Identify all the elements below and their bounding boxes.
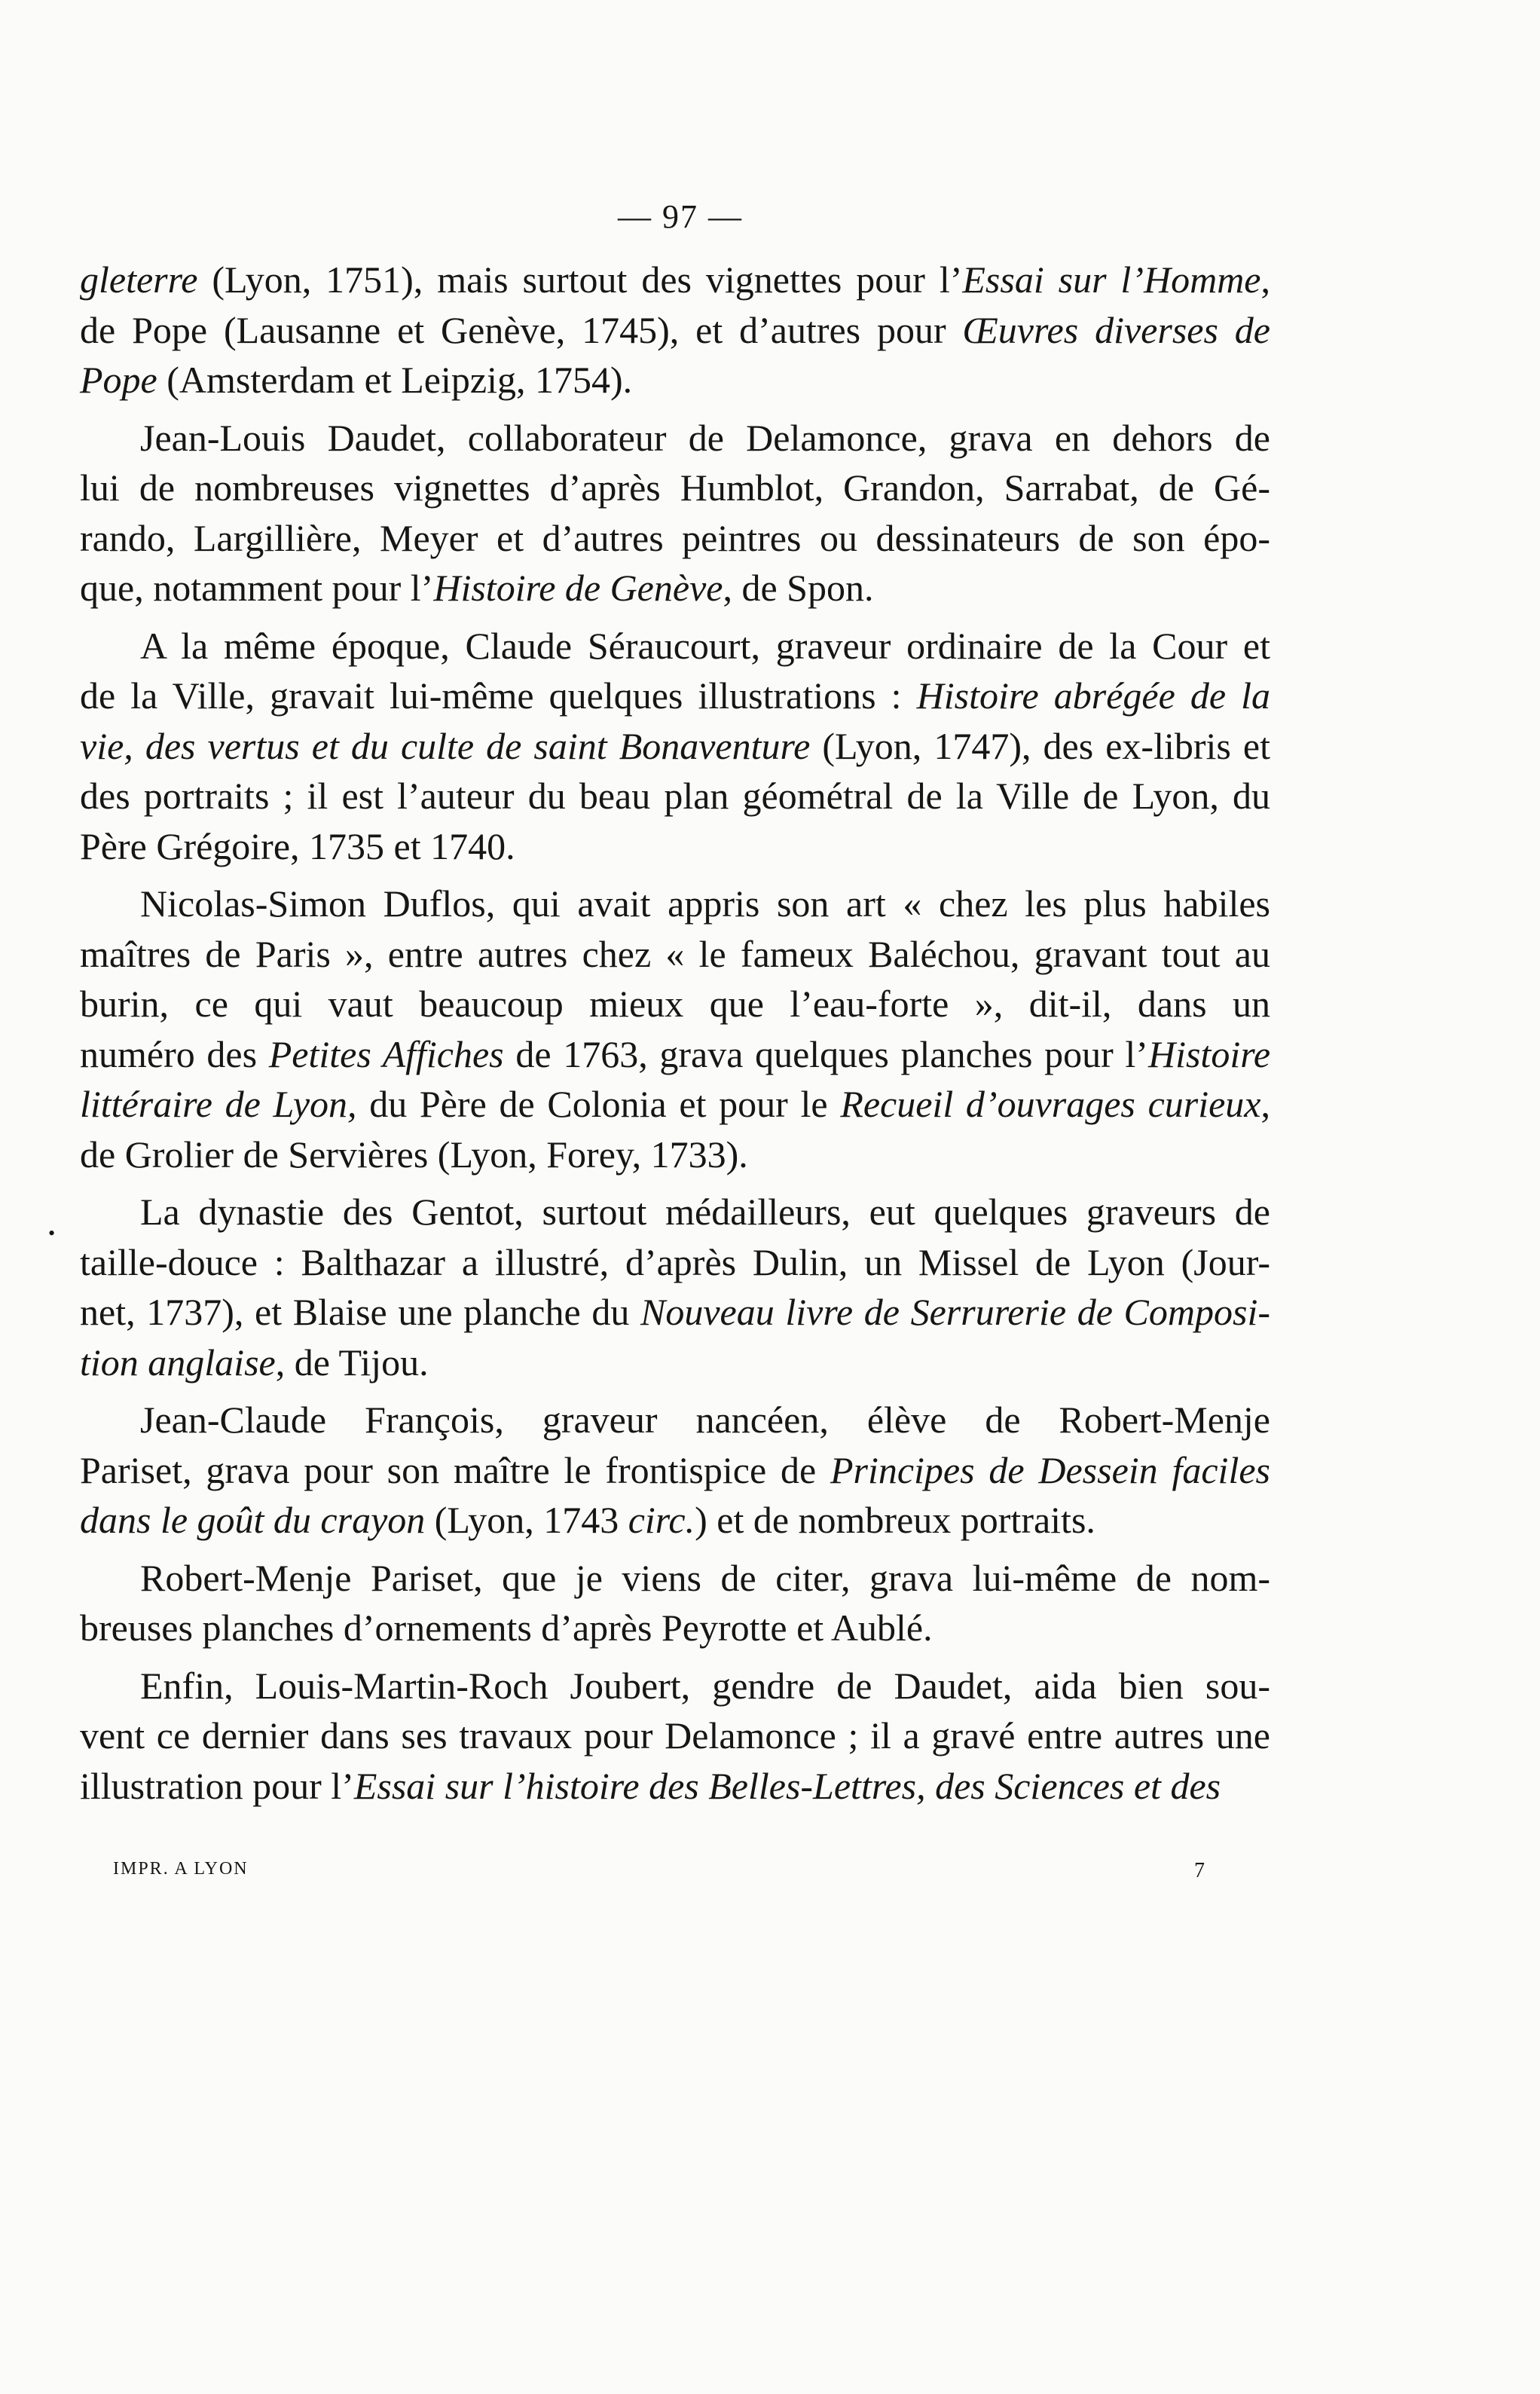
italic-text: littéraire de Lyon,: [80, 1083, 357, 1125]
text-run: Nicolas-Simon Duflos, qui avait appris son art « chez les plus habiles: [140, 882, 1270, 925]
text-line: [80, 1495, 1270, 1546]
italic-text: gleterre: [80, 258, 198, 301]
text-run: (Lyon, 1747), des ex-libris et: [810, 724, 1270, 767]
italic-text: Histoire: [1147, 1032, 1271, 1075]
text-run: Jean-Claude François, graveur nancéen, élève de Robert-Menje: [140, 1399, 1270, 1441]
text-run: A la même époque, Claude Séraucourt, graveur ordinaire de la Cour et: [140, 624, 1270, 667]
text-run: maîtres de Paris », entre autres chez « le fameux Baléchou, gravant tout au: [80, 932, 1270, 975]
text-line: [80, 1079, 1270, 1130]
paragraph: [80, 1395, 1270, 1546]
italic-text: Œuvres diverses de: [962, 308, 1270, 351]
text-run: de la Ville, gravait lui-même quelques illustrations :: [80, 674, 917, 717]
text-line: [80, 1029, 1270, 1080]
text-run: Robert-Menje Pariset, que je viens de citer, grava lui-même de nom-: [140, 1556, 1270, 1599]
printer-footer: IMPR. A LYON: [113, 1859, 249, 1879]
text-run: (Lyon, 1751), mais surtout des vignettes pour l’: [197, 258, 963, 301]
text-run: Enfin, Louis-Martin-Roch Joubert, gendre de Daudet, aida bien sou-: [140, 1664, 1270, 1707]
text-line: [80, 513, 1270, 564]
text-line: [80, 1445, 1270, 1496]
text-line: [80, 1553, 1270, 1604]
italic-text: Essai sur l’Homme: [962, 258, 1261, 301]
italic-text: vie, des vertus et du culte de saint Bonaventure: [80, 724, 811, 767]
italic-text: tion anglaise: [80, 1341, 276, 1384]
text-line: [80, 1711, 1270, 1761]
text-line: [80, 1338, 1270, 1388]
text-run: net, 1737), et Blaise une planche du: [80, 1291, 640, 1333]
text-run: ,: [1260, 258, 1270, 301]
paragraph: [80, 1661, 1270, 1812]
text-line: [80, 1761, 1270, 1812]
text-run: La dynastie des Gentot, surtout médailleurs, eut quelques graveurs de: [140, 1191, 1270, 1233]
paragraph: [80, 413, 1270, 613]
text-line: [80, 979, 1270, 1029]
italic-text: Pope: [80, 359, 157, 401]
text-run: ,: [1260, 1083, 1270, 1125]
text-line: [80, 563, 1270, 613]
paragraph: [80, 1187, 1270, 1387]
text-run: de Grolier de Servières (Lyon, Forey, 1733).: [80, 1133, 748, 1176]
text-line: [80, 1287, 1270, 1338]
text-line: [80, 1187, 1270, 1237]
text-run: vent ce dernier dans ses travaux pour Delamonce ; il a gravé entre autres une: [80, 1714, 1270, 1757]
text-line: [80, 721, 1270, 772]
paragraph: [80, 879, 1270, 1179]
text-run: breuses planches d’ornements d’après Peyrotte et Aublé.: [80, 1607, 933, 1649]
text-run: Père Grégoire, 1735 et 1740.: [80, 824, 515, 867]
text-line: [80, 929, 1270, 980]
text-run: Pariset, grava pour son maître le frontispice de: [80, 1448, 830, 1491]
text-line: [80, 1395, 1270, 1445]
text-run: que, notamment pour l’: [80, 567, 434, 609]
text-run: ) et de nombreux portraits.: [695, 1499, 1095, 1541]
italic-text: Principes de Dessein faciles: [830, 1448, 1270, 1491]
text-line: [80, 1237, 1270, 1288]
text-run: de 1763, grava quelques planches pour l’: [503, 1032, 1148, 1075]
italic-text: Histoire de Genève: [433, 567, 723, 609]
text-run: Jean-Louis Daudet, collaborateur de Delamonce, grava en dehors de: [140, 416, 1270, 459]
text-run: illustration pour l’: [80, 1764, 354, 1807]
text-run: (Amsterdam et Leipzig, 1754).: [157, 359, 633, 401]
text-run: taille-douce : Balthazar a illustré, d’après Dulin, un Missel de Lyon (Jour-: [80, 1240, 1270, 1283]
text-line: [80, 1661, 1270, 1711]
paragraph: [80, 1553, 1270, 1653]
italic-text: Recueil d’ouvrages curieux: [840, 1083, 1261, 1125]
paragraph: [80, 255, 1270, 405]
page-number: — 97 —: [618, 198, 743, 235]
text-line: [80, 771, 1270, 821]
text-run: , de Spon.: [723, 567, 874, 609]
italic-text: circ.: [628, 1499, 695, 1541]
text-line: [80, 1130, 1270, 1180]
text-run: rando, Largillière, Meyer et d’autres peintres ou dessinateurs de son épo-: [80, 516, 1270, 559]
text-line: [80, 879, 1270, 929]
text-run: de Pope (Lausanne et Genève, 1745), et d’autres pour: [80, 308, 963, 351]
text-run: lui de nombreuses vignettes d’après Humblot, Grandon, Sarrabat, de Gé-: [80, 466, 1270, 509]
text-run: (Lyon, 1743: [425, 1499, 628, 1541]
body-text: [80, 255, 1270, 1818]
text-run: du Père de Colonia et pour le: [356, 1083, 841, 1125]
text-line: [80, 413, 1270, 463]
text-run: burin, ce qui vaut beaucoup mieux que l’eau-forte », dit-il, dans un: [80, 983, 1270, 1025]
italic-text: Petites Affiches: [268, 1032, 504, 1075]
text-line: [80, 355, 1270, 405]
italic-text: dans le goût du crayon: [80, 1499, 426, 1541]
text-line: [80, 305, 1270, 356]
margin-mark: •: [48, 1222, 56, 1244]
text-run: , de Tijou.: [275, 1341, 429, 1384]
italic-text: Histoire abrégée de la: [916, 674, 1271, 717]
text-line: [80, 1603, 1270, 1653]
text-line: [80, 671, 1270, 721]
paragraph: [80, 621, 1270, 872]
text-run: numéro des: [80, 1032, 269, 1075]
italic-text: Nouveau livre de Serrurerie de Composi-: [640, 1291, 1270, 1333]
text-line: [80, 255, 1270, 305]
text-line: [80, 821, 1270, 872]
text-line: [80, 463, 1270, 513]
text-line: [80, 621, 1270, 671]
italic-text: Essai sur l’histoire des Belles-Lettres, des Sciences et des: [353, 1764, 1221, 1807]
signature-mark: 7: [1194, 1859, 1205, 1882]
text-run: des portraits ; il est l’auteur du beau plan géométral de la Ville de Lyon, du: [80, 775, 1270, 817]
